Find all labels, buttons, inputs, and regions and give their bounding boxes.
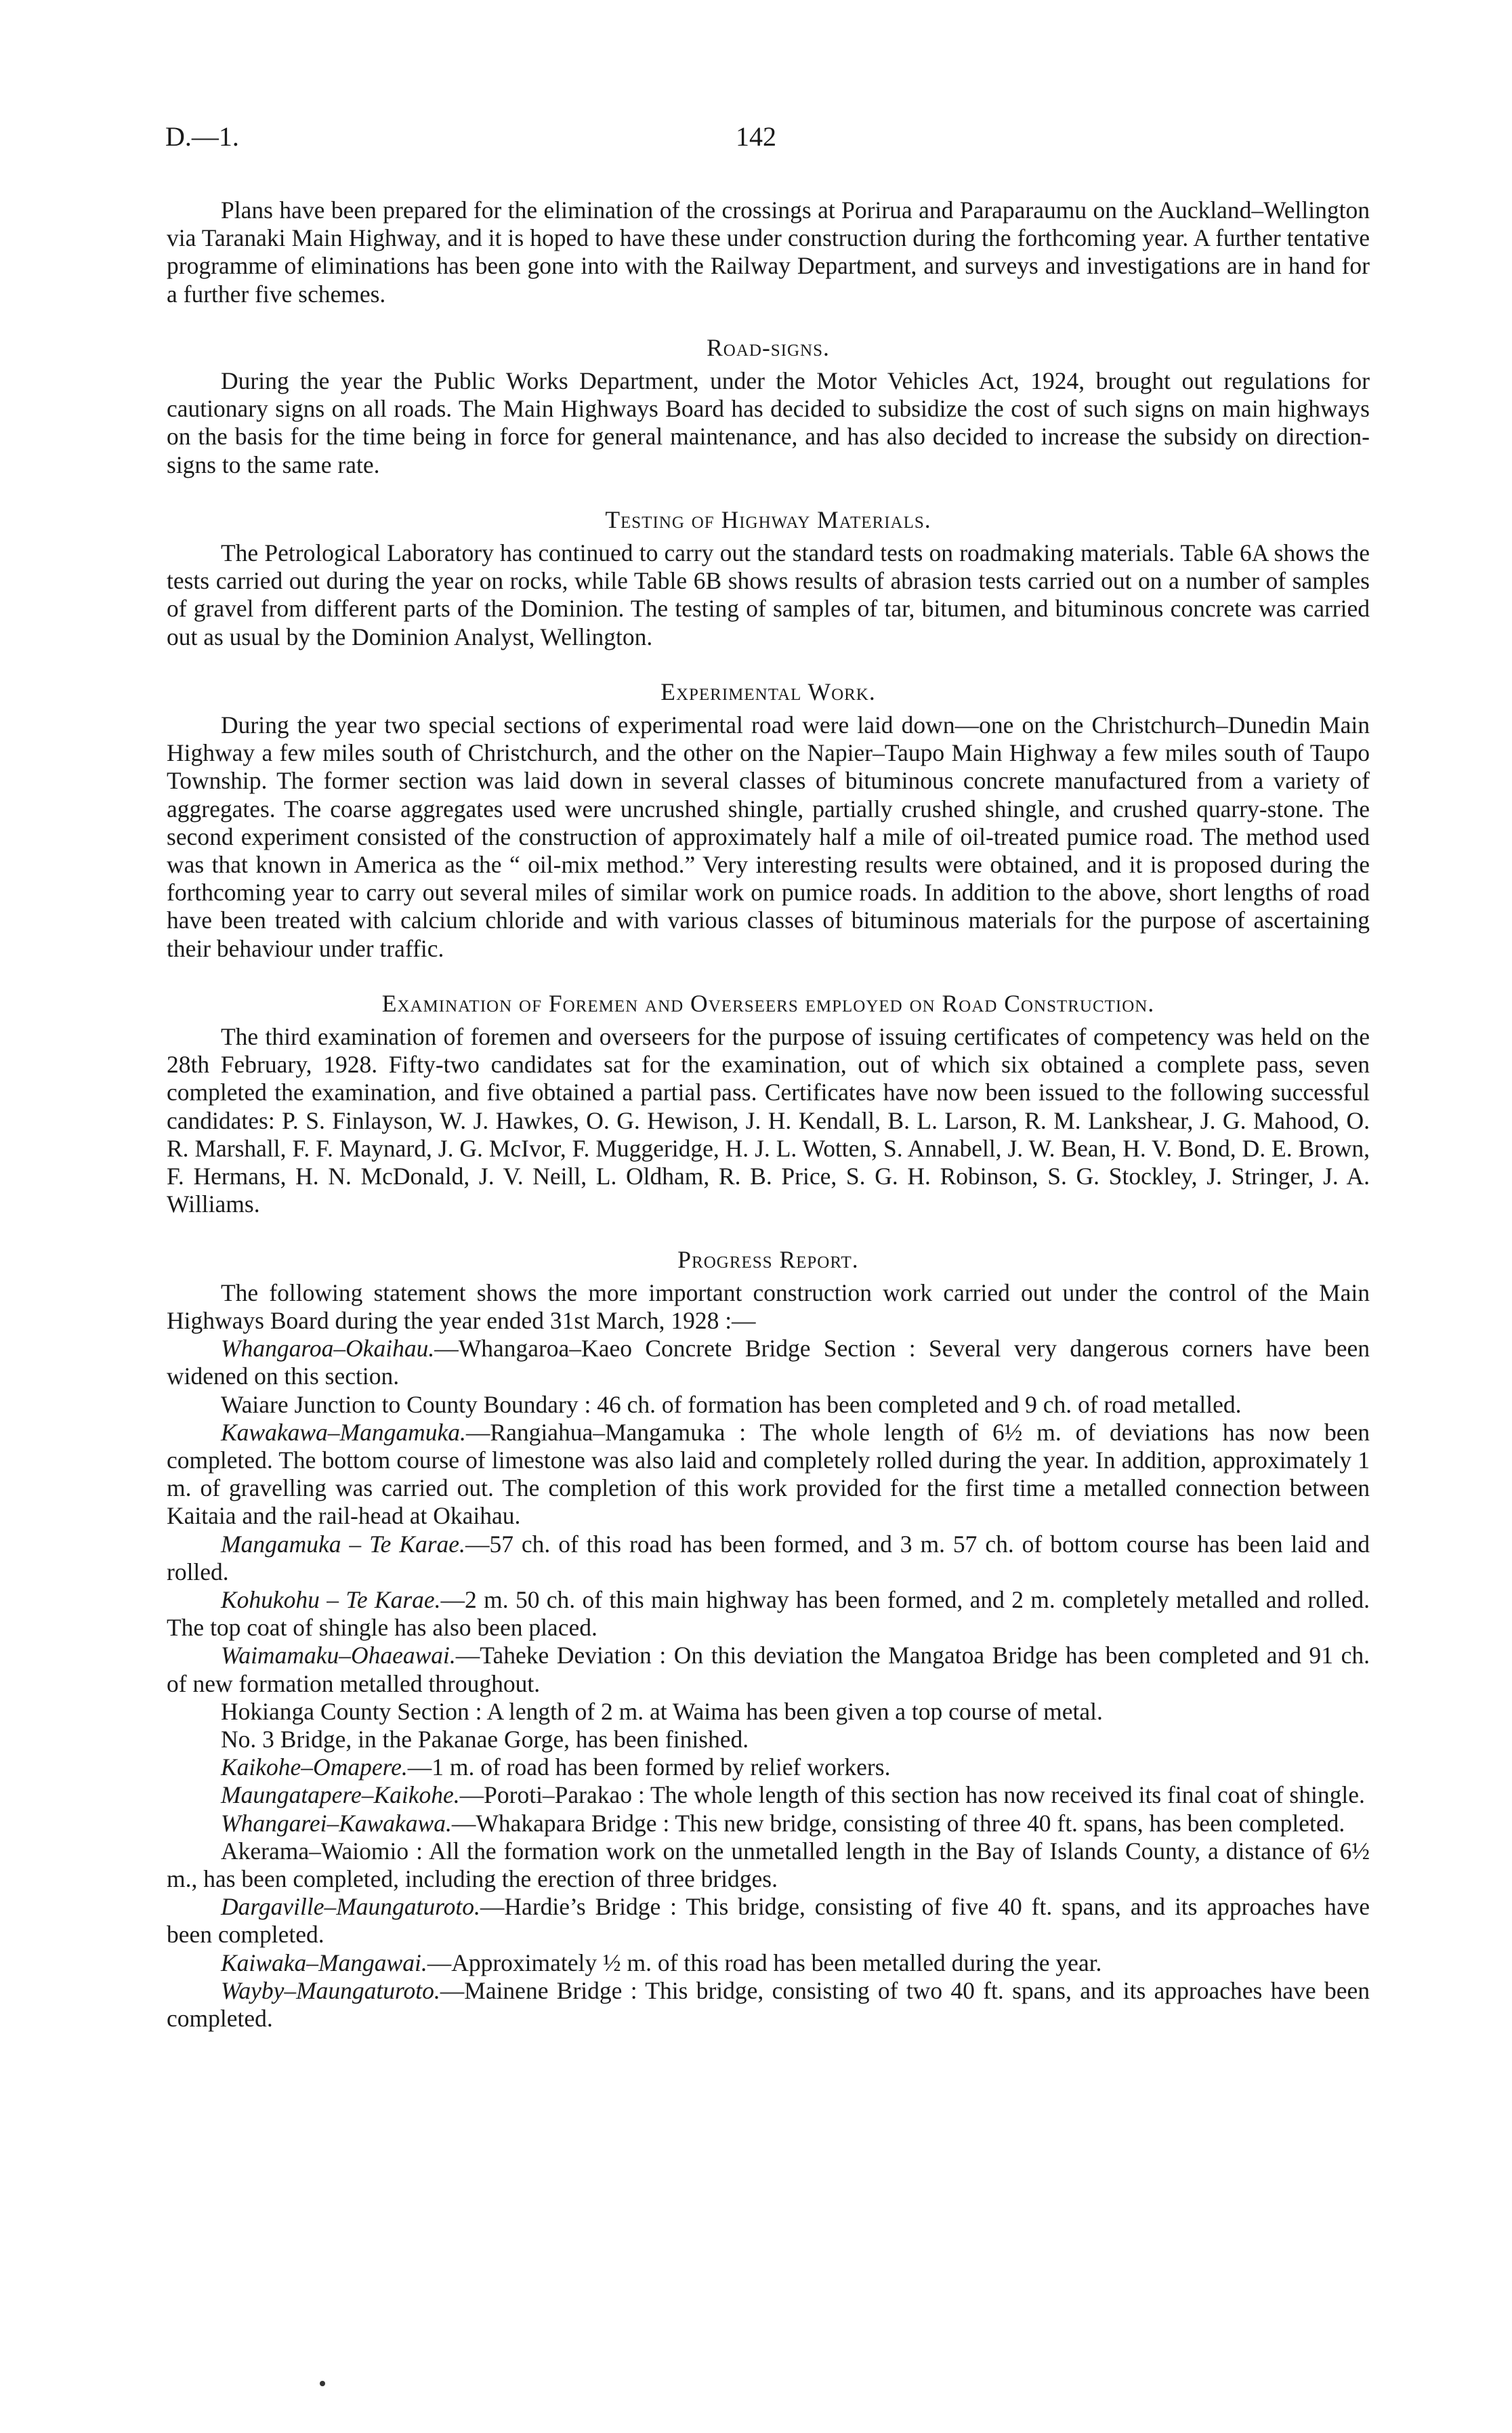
- progress-text: —2 m. 50 ch. of this main highway has been formed, and 2 m. completely metalled and rolled. The top coat of shingle has also been placed.: [167, 1585, 1370, 1642]
- progress-item: [167, 1949, 1370, 1977]
- road-signs-paragraph: During the year the Public Works Department, under the Motor Vehicles Act, 1924, brought out regulations for cautionary signs on all roads. The Main Highways Board has decided to subsidize the cost of such signs on main highways on the basis for the time being in force for general maintenance, and has also decided to increase the subsidy on direction-signs to the same rate.: [167, 367, 1370, 478]
- progress-item: [167, 1642, 1370, 1697]
- progress-item: [167, 1753, 1370, 1781]
- testing-paragraph: The Petrological Laboratory has continued to carry out the standard tests on roadmaking materials. Table 6A shows the tests carried out during the year on rocks, while Table 6B shows results of abrasion tests carried out on a number of samples of gravel from different parts of the Dominion. The testing of samples of tar, bitumen, and bituminous concrete was carried out as usual by the Dominion Analyst, Wellington.: [167, 539, 1370, 650]
- progress-text: —57 ch. of this road has been formed, and 3 m. 57 ch. of bottom course has been laid and rolled.: [167, 1530, 1370, 1585]
- progress-item: [167, 1531, 1370, 1586]
- page-content: [167, 196, 1370, 2033]
- road-name: Dargaville–Maungaturoto.: [221, 1893, 480, 1921]
- progress-text: —Whangaroa–Kaeo Concrete Bridge Section : Several very dangerous corners have been widened on this section.: [167, 1335, 1370, 1390]
- road-signs-heading: Road-signs.: [707, 333, 830, 361]
- progress-text: —Taheke Deviation : On this deviation the Mangatoa Bridge has been completed and 91 ch. of new formation metalled throughout.: [167, 1642, 1370, 1697]
- page-header: [165, 121, 1347, 161]
- experimental-paragraph: During the year two special sections of experimental road were laid down—one on the Christchurch–Dunedin Main Highway a few miles south of Christchurch, and the other on the Napier–Taupo Main Highway a few miles south of Taupo Township. The former section was laid down in several classes of bituminous concrete manufactured from a variety of aggregates. The coarse aggregates used were uncrushed shingle, partially crushed shingle, and crushed quarry-stone. The second experiment consisted of the construction of approximately half a mile of oil-treated pumice road. The method used was that known in America as the “ oil-mix method.” Very interesting results were obtained, and it is proposed during the forthcoming year to carry out several miles of similar work on pumice roads. In addition to the above, short lengths of road have been treated with calcium chloride and with various classes of bituminous materials for the purpose of ascertaining their behaviour under traffic.: [167, 711, 1370, 962]
- road-name: Whangaroa–Okaihau.: [221, 1335, 435, 1363]
- ink-speck: [320, 2381, 325, 2386]
- progress-text: Waiare Junction to County Boundary : 46 ch. of formation has been completed and 9 ch. of road metalled.: [221, 1390, 1242, 1418]
- progress-text: —Approximately ½ m. of this road has been metalled during the year.: [427, 1949, 1102, 1976]
- progress-item: [167, 1781, 1370, 1809]
- progress-text: No. 3 Bridge, in the Pakanae Gorge, has been finished.: [221, 1725, 749, 1753]
- progress-text: —Poroti–Parakao : The whole length of this section has now received its final coat of shingle.: [459, 1781, 1365, 1809]
- road-name: Kaiwaka–Mangawai.: [221, 1949, 427, 1976]
- progress-item: [167, 1726, 1370, 1753]
- road-name: Mangamuka – Te Karae.: [221, 1530, 465, 1558]
- testing-heading: Testing of Highway Materials.: [605, 505, 931, 533]
- document-reference: D.—1.: [165, 121, 239, 152]
- road-name: Kawakawa–Mangamuka.: [221, 1418, 466, 1446]
- progress-text: Akerama–Waiomio : All the formation work on the unmetalled length in the Bay of Islands County, a distance of 6½ m., has been completed, including the erection of three bridges.: [167, 1837, 1370, 1892]
- progress-intro: The following statement shows the more important construction work carried out under the control of the Main Highways Board during the year ended 31st March, 1928 :—: [167, 1278, 1370, 1334]
- progress-item: [167, 1419, 1370, 1531]
- progress-item: [167, 1391, 1370, 1419]
- road-name: Whangarei–Kawakawa.: [221, 1809, 452, 1837]
- progress-text: —Whakapara Bridge : This new bridge, consisting of three 40 ft. spans, has been completed.: [451, 1809, 1345, 1837]
- progress-item: [167, 1893, 1370, 1949]
- page-number: 142: [736, 121, 776, 152]
- progress-item: [167, 1335, 1370, 1390]
- progress-item: [167, 1698, 1370, 1726]
- progress-text: —Mainene Bridge : This bridge, consisting of two 40 ft. spans, and its approaches have been completed.: [167, 1976, 1370, 2032]
- intro-paragraph: Plans have been prepared for the elimination of the crossings at Porirua and Paraparaumu on the Auckland–Wellington via Taranaki Main Highway, and it is hoped to have these under construction during the forthcoming year. A further tentative programme of eliminations has been gone into with the Railway Department, and surveys and investigations are in hand for a further five schemes.: [167, 196, 1370, 308]
- progress-heading: Progress Report.: [677, 1245, 859, 1273]
- progress-item: [167, 1837, 1370, 1893]
- examination-heading: Examination of Foremen and Overseers employed on Road Construction.: [381, 989, 1155, 1017]
- road-name: Kohukohu – Te Karae.: [221, 1585, 441, 1613]
- progress-text: Hokianga County Section : A length of 2 m. at Waima has been given a top course of metal.: [221, 1697, 1103, 1725]
- progress-item: [167, 1810, 1370, 1837]
- progress-item: [167, 1977, 1370, 2033]
- road-name: Wayby–Maungaturoto.: [221, 1976, 440, 2004]
- road-name: Kaikohe–Omapere.: [221, 1753, 408, 1781]
- progress-text: —1 m. of road has been formed by relief workers.: [407, 1753, 891, 1781]
- progress-item: [167, 1586, 1370, 1642]
- examination-paragraph: The third examination of foremen and overseers for the purpose of issuing certificates of competency was held on the 28th February, 1928. Fifty-two candidates sat for the examination, out of which six obtained a complete pass, seven completed the examination, and five obtained a partial pass. Certificates have now been issued to the following successful candidates: P. S. Finlayson, W. J. Hawkes, O. G. Hewison, J. H. Kendall, B. L. Larson, R. M. Lankshear, J. G. Mahood, O. R. Marshall, F. F. Maynard, J. G. McIvor, F. Muggeridge, H. J. L. Wotten, S. Annabell, J. W. Bean, H. V. Bond, D. E. Brown, F. Hermans, H. N. McDonald, J. V. Neill, L. Oldham, R. B. Price, S. G. H. Robinson, S. G. Stockley, J. Stringer, J. A. Williams.: [167, 1023, 1370, 1218]
- experimental-heading: Experimental Work.: [660, 678, 876, 705]
- road-name: Waimamaku–Ohaeawai.: [221, 1642, 456, 1669]
- road-name: Maungatapere–Kaikohe.: [221, 1781, 460, 1809]
- progress-text: —Hardie’s Bridge : This bridge, consisting of five 40 ft. spans, and its approaches have been completed.: [167, 1893, 1370, 1949]
- progress-text: —Rangiahua–Mangamuka : The whole length of 6½ m. of deviations has now been completed. The bottom course of limestone was also laid and completely rolled during the year. In addition, approximately 1 m. of gravelling was carried out. The completion of this work provided for the first time a metalled connection between Kaitaia and the rail-head at Okaihau.: [167, 1418, 1370, 1530]
